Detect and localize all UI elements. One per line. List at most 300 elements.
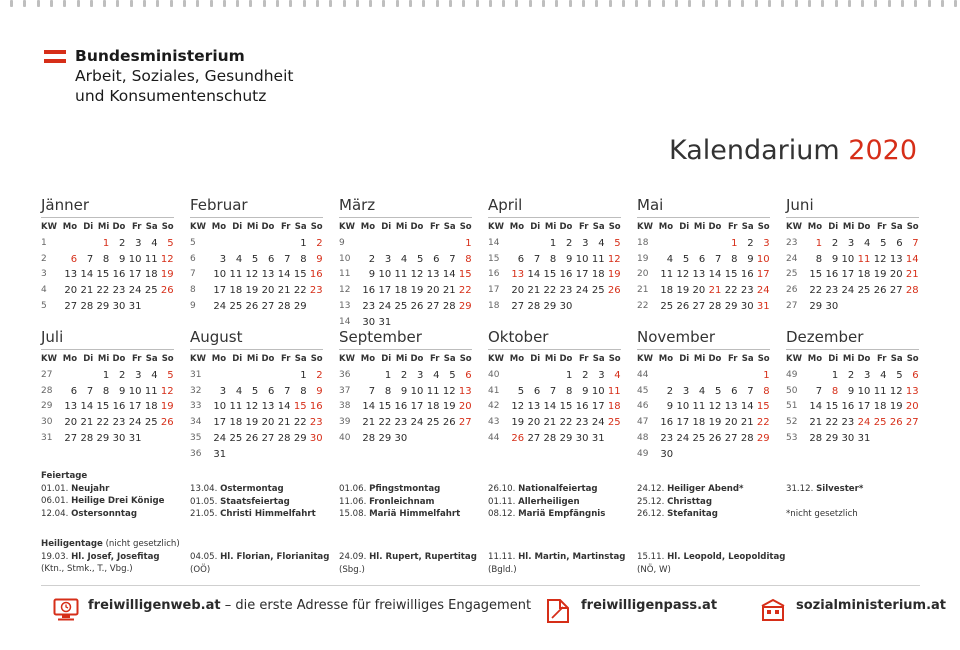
day-cell <box>158 431 174 447</box>
week-number: 30 <box>41 417 53 428</box>
weekday-header: So <box>608 354 621 364</box>
weekday-header: So <box>161 222 174 232</box>
holiday-name: Christtag <box>667 496 712 507</box>
spiral-ring <box>10 0 13 7</box>
day-cell: 11 <box>229 269 243 281</box>
day-cell: 3 <box>384 253 392 265</box>
week-number: 36 <box>190 448 202 459</box>
day-cell: 15 <box>293 401 307 413</box>
day-cell <box>210 236 226 252</box>
day-cell: 22 <box>756 417 770 429</box>
day-cell: 5 <box>682 253 690 265</box>
weekday-header: Di <box>679 354 690 364</box>
week-number: 24 <box>786 253 798 264</box>
holiday-name: Heiliger Abend* <box>667 484 744 494</box>
week-number: 51 <box>786 401 798 412</box>
holiday-entry <box>339 483 460 496</box>
day-cell: 3 <box>417 369 424 381</box>
day-cell: 13 <box>889 253 903 265</box>
day-cell: 12 <box>676 269 690 281</box>
weekday-header: Di <box>83 354 94 364</box>
day-cell: 1 <box>815 237 823 249</box>
day-cell <box>673 236 689 252</box>
day-cell: 30 <box>660 448 674 460</box>
holiday-date: 01.06. <box>339 484 367 494</box>
weekday-header: Sa <box>890 222 903 232</box>
weekday-header: Fr <box>132 354 142 364</box>
spiral-ring <box>77 0 80 7</box>
day-cell: 22 <box>825 417 839 429</box>
day-cell: 12 <box>607 253 621 265</box>
day-cell <box>375 236 391 252</box>
weekday-header: Fr <box>132 222 142 232</box>
day-cell: 23 <box>112 417 126 429</box>
day-cell: 26 <box>676 300 690 312</box>
day-cell <box>673 447 689 463</box>
day-cell: 24 <box>213 432 227 444</box>
footer-link-freiwilligenpass[interactable] <box>581 598 717 613</box>
day-cell: 17 <box>378 285 392 297</box>
day-cell: 1 <box>549 237 557 249</box>
day-cell: 19 <box>410 285 424 297</box>
day-cell: 19 <box>160 401 174 413</box>
spiral-ring <box>702 0 705 7</box>
day-cell: 2 <box>119 369 126 381</box>
week-number: 11 <box>339 269 351 280</box>
day-cell <box>903 299 919 315</box>
spiral-ring <box>555 0 558 7</box>
weekday-header: Mi <box>246 354 259 364</box>
day-cell: 2 <box>316 369 323 381</box>
day-cell: 20 <box>511 285 525 297</box>
week-number: 50 <box>786 385 798 396</box>
day-cell <box>77 368 93 384</box>
day-cell: 9 <box>747 253 754 265</box>
day-cell: 24 <box>213 300 227 312</box>
weekday-header: So <box>757 354 770 364</box>
spiral-ring <box>263 0 266 7</box>
saint-entry <box>488 551 625 564</box>
day-cell: 20 <box>905 401 919 413</box>
day-cell: 12 <box>442 385 456 397</box>
month-name: März <box>339 196 472 218</box>
day-cell: 15 <box>543 269 557 281</box>
weekday-header: KW <box>488 354 504 364</box>
weekday-header: Mi <box>97 354 110 364</box>
weekday-header: So <box>608 222 621 232</box>
holiday-date: 01.01. <box>41 483 69 494</box>
spiral-ring <box>874 0 877 7</box>
saint-name: Hl. Martin, Martinstag <box>518 552 626 562</box>
day-cell: 8 <box>300 385 307 397</box>
day-cell: 18 <box>144 401 158 413</box>
day-cell: 6 <box>70 253 78 265</box>
week-number: 45 <box>637 385 649 396</box>
day-cell: 4 <box>235 385 243 397</box>
month-name: Februar <box>190 196 323 218</box>
weekday-header: So <box>459 354 472 364</box>
weekday-header: Mo <box>509 354 525 364</box>
day-cell: 20 <box>692 285 706 297</box>
day-cell: 11 <box>873 385 887 397</box>
day-cell: 29 <box>293 432 307 444</box>
day-cell: 23 <box>575 417 589 429</box>
spiral-ring <box>515 0 518 7</box>
weekday-header: Fr <box>430 354 440 364</box>
day-cell: 23 <box>660 432 674 444</box>
day-cell <box>508 368 524 384</box>
day-cell: 26 <box>607 285 621 297</box>
week-number: 40 <box>339 432 351 443</box>
day-cell: 7 <box>284 385 291 397</box>
month-day-grid <box>637 220 770 315</box>
day-cell: 13 <box>426 269 440 281</box>
day-cell: 11 <box>591 253 605 265</box>
day-cell: 6 <box>433 253 440 265</box>
week-number: 46 <box>637 401 649 412</box>
spiral-ring <box>914 0 917 7</box>
day-cell: 25 <box>426 417 440 429</box>
day-cell: 24 <box>128 417 142 429</box>
day-cell: 10 <box>213 269 227 281</box>
weekday-header: Mi <box>395 222 408 232</box>
day-cell: 8 <box>815 253 823 265</box>
holiday-date: 25.12. <box>637 496 665 507</box>
week-number: 44 <box>488 432 500 443</box>
day-cell: 18 <box>144 269 158 281</box>
day-cell: 4 <box>400 253 408 265</box>
weekday-header: KW <box>637 222 653 232</box>
month-name: Oktober <box>488 328 621 350</box>
day-cell: 20 <box>458 401 472 413</box>
day-cell: 25 <box>144 285 158 297</box>
day-cell: 3 <box>219 253 227 265</box>
weekday-header: Mi <box>842 222 855 232</box>
day-cell: 19 <box>889 401 903 413</box>
day-cell: 2 <box>400 369 408 381</box>
day-cell <box>870 431 886 447</box>
weekday-header: Mo <box>211 354 227 364</box>
day-cell: 3 <box>864 369 871 381</box>
day-cell: 9 <box>400 385 408 397</box>
day-cell: 8 <box>566 385 573 397</box>
day-cell: 19 <box>160 269 174 281</box>
day-cell <box>158 299 174 315</box>
weekday-header: KW <box>190 354 206 364</box>
day-cell: 26 <box>245 300 259 312</box>
footer-link-sozialministerium[interactable] <box>796 598 946 613</box>
day-cell: 2 <box>368 253 376 265</box>
day-cell: 1 <box>384 369 392 381</box>
day-cell <box>886 431 902 447</box>
day-cell: 4 <box>880 369 887 381</box>
month-6 <box>786 196 919 315</box>
weekday-header: Fr <box>579 222 589 232</box>
spiral-ring <box>835 0 838 7</box>
saint-date: 24.09. <box>339 552 367 562</box>
day-cell: 25 <box>144 417 158 429</box>
day-cell: 31 <box>857 432 871 444</box>
day-cell: 25 <box>873 417 887 429</box>
day-cell: 4 <box>151 237 158 249</box>
day-cell <box>61 236 77 252</box>
month-name: September <box>339 328 472 350</box>
day-cell: 9 <box>831 253 839 265</box>
day-cell: 9 <box>316 385 323 397</box>
day-cell: 5 <box>880 237 887 249</box>
weekday-header: Sa <box>741 354 754 364</box>
saint-day <box>488 551 625 576</box>
week-number: 4 <box>41 285 47 296</box>
day-cell: 22 <box>378 417 392 429</box>
day-cell: 9 <box>666 401 674 413</box>
week-number: 37 <box>339 385 351 396</box>
day-cell <box>439 236 455 252</box>
holiday-name: Stefanitag <box>667 509 718 519</box>
day-cell <box>307 447 323 463</box>
week-number: 49 <box>786 369 798 380</box>
day-cell: 26 <box>873 285 887 297</box>
day-cell: 13 <box>64 401 78 413</box>
weekday-header: Di <box>530 222 541 232</box>
weekday-header: Sa <box>294 354 307 364</box>
day-cell: 9 <box>316 253 323 265</box>
month-12 <box>786 328 919 447</box>
month-day-grid <box>339 220 472 331</box>
saint-entry <box>190 551 329 564</box>
day-cell: 28 <box>80 432 94 444</box>
month-10 <box>488 328 621 447</box>
day-cell <box>226 236 242 252</box>
spiral-ring <box>728 0 731 7</box>
weekday-header: Mo <box>360 354 376 364</box>
day-cell: 12 <box>245 269 259 281</box>
day-cell: 5 <box>449 369 456 381</box>
day-cell: 27 <box>692 300 706 312</box>
week-number: 6 <box>190 253 196 264</box>
footer-link-freiwilligenweb[interactable] <box>88 598 531 613</box>
day-cell: 2 <box>747 237 754 249</box>
day-cell: 28 <box>809 432 823 444</box>
day-cell: 9 <box>847 385 855 397</box>
day-cell: 23 <box>309 417 323 429</box>
weekday-header: Mi <box>395 354 408 364</box>
weekday-header: Sa <box>443 354 456 364</box>
week-number: 52 <box>786 417 798 428</box>
day-cell <box>721 368 737 384</box>
holiday-column <box>637 483 744 521</box>
day-cell: 4 <box>614 369 621 381</box>
holiday-name: Staatsfeiertag <box>220 496 290 507</box>
day-cell: 10 <box>841 253 855 265</box>
weekday-header: Mo <box>807 222 823 232</box>
day-cell: 1 <box>102 369 110 381</box>
day-cell: 28 <box>442 300 456 312</box>
feiertage-title: Feiertage <box>41 471 88 481</box>
footer-tagline-1: – die erste Adresse für freiwilliges Engagement <box>220 598 532 613</box>
day-cell <box>657 368 673 384</box>
day-cell: 27 <box>261 432 275 444</box>
holiday-entry <box>41 483 165 496</box>
day-cell: 10 <box>213 401 227 413</box>
day-cell: 3 <box>763 237 770 249</box>
day-cell: 15 <box>825 401 839 413</box>
day-cell: 25 <box>229 432 243 444</box>
saint-region: (NÖ, W) <box>637 564 671 575</box>
day-cell: 16 <box>575 401 589 413</box>
weekday-header: Mi <box>246 222 259 232</box>
month-day-grid <box>339 352 472 447</box>
week-number: 16 <box>488 269 500 280</box>
spiral-ring <box>50 0 53 7</box>
weekday-header: Di <box>232 354 243 364</box>
day-cell: 11 <box>692 401 706 413</box>
day-cell: 21 <box>708 285 722 297</box>
day-cell <box>242 447 258 463</box>
saint-date: 11.11. <box>488 552 516 562</box>
month-7 <box>41 328 174 447</box>
weekday-header: Mo <box>211 222 227 232</box>
day-cell: 25 <box>394 300 408 312</box>
day-cell: 1 <box>831 369 839 381</box>
day-cell: 20 <box>261 417 275 429</box>
day-cell: 19 <box>708 417 722 429</box>
day-cell: 29 <box>378 432 392 444</box>
spiral-ring <box>808 0 811 7</box>
day-cell: 18 <box>873 401 887 413</box>
day-cell: 21 <box>277 417 291 429</box>
computer-icon <box>53 598 79 626</box>
day-cell <box>689 447 705 463</box>
month-9 <box>339 328 472 447</box>
week-number: 53 <box>786 432 798 443</box>
day-cell: 27 <box>889 285 903 297</box>
day-cell: 31 <box>128 300 142 312</box>
week-number: 9 <box>190 300 196 311</box>
day-cell: 29 <box>809 300 823 312</box>
day-cell: 10 <box>857 385 871 397</box>
spiral-ring <box>489 0 492 7</box>
title-text: Kalendarium <box>668 135 840 166</box>
day-cell: 28 <box>527 300 541 312</box>
week-number: 49 <box>637 448 649 459</box>
day-cell: 19 <box>511 417 525 429</box>
ministry-line-2: Arbeit, Soziales, Gesundheit <box>75 67 294 85</box>
day-cell: 11 <box>229 401 243 413</box>
holiday-date: 11.06. <box>339 496 367 507</box>
holiday-date: 01.05. <box>190 496 218 507</box>
day-cell: 27 <box>64 300 78 312</box>
day-cell: 18 <box>426 401 440 413</box>
month-day-grid <box>488 352 621 447</box>
weekday-header: So <box>906 354 919 364</box>
week-number: 3 <box>41 269 47 280</box>
day-cell: 13 <box>724 401 738 413</box>
day-cell <box>359 368 375 384</box>
day-cell: 28 <box>740 432 754 444</box>
day-cell: 6 <box>70 385 78 397</box>
spiral-ring <box>143 0 146 7</box>
weekday-header: Fr <box>877 222 887 232</box>
day-cell: 18 <box>394 285 408 297</box>
day-cell: 7 <box>284 253 291 265</box>
day-cell <box>903 431 919 447</box>
spiral-ring <box>861 0 864 7</box>
day-cell <box>705 236 721 252</box>
day-cell: 14 <box>277 269 291 281</box>
day-cell: 16 <box>841 401 855 413</box>
week-number: 31 <box>190 369 202 380</box>
day-cell: 23 <box>825 285 839 297</box>
day-cell <box>806 368 822 384</box>
day-cell: 28 <box>277 300 291 312</box>
day-cell: 31 <box>378 316 392 328</box>
day-cell: 29 <box>96 432 110 444</box>
day-cell: 20 <box>889 269 903 281</box>
day-cell: 12 <box>160 253 174 265</box>
month-name: Jänner <box>41 196 174 218</box>
spiral-ring <box>502 0 505 7</box>
month-day-grid <box>190 220 323 315</box>
day-cell: 14 <box>527 269 541 281</box>
day-cell: 9 <box>119 253 126 265</box>
day-cell: 15 <box>458 269 472 281</box>
weekday-header: Di <box>381 354 392 364</box>
day-cell: 13 <box>458 385 472 397</box>
weekday-header: Do <box>410 222 424 232</box>
day-cell: 1 <box>465 237 472 249</box>
spiral-ring <box>821 0 824 7</box>
day-cell: 29 <box>458 300 472 312</box>
weekday-header: Mo <box>62 354 78 364</box>
weekday-header: Di <box>828 222 839 232</box>
day-cell: 8 <box>102 385 110 397</box>
saint-day <box>41 538 180 576</box>
day-cell <box>605 299 621 315</box>
weekday-header: KW <box>190 222 206 232</box>
holiday-column <box>488 483 605 521</box>
holiday-date: 26.12. <box>637 509 665 519</box>
holiday-entry <box>339 496 460 509</box>
holiday-date: 26.10. <box>488 484 516 494</box>
saint-day <box>190 551 329 576</box>
month-3 <box>339 196 472 331</box>
footer-site-1: freiwilligenweb.at <box>88 598 221 613</box>
day-cell: 2 <box>582 369 589 381</box>
day-cell: 18 <box>660 285 674 297</box>
day-cell: 17 <box>213 417 227 429</box>
day-cell: 28 <box>543 432 557 444</box>
day-cell: 27 <box>527 432 541 444</box>
month-day-grid <box>786 220 919 315</box>
month-name: Juni <box>786 196 919 218</box>
day-cell: 6 <box>268 253 275 265</box>
week-number: 17 <box>488 285 500 296</box>
saint-region: (Bgld.) <box>488 564 517 575</box>
day-cell: 20 <box>527 417 541 429</box>
month-day-grid <box>786 352 919 447</box>
holiday-name: Ostermontag <box>220 484 284 494</box>
holiday-entry <box>488 508 605 521</box>
day-cell: 14 <box>362 401 376 413</box>
saint-name: Hl. Rupert, Rupertitag <box>369 552 477 562</box>
day-cell: 17 <box>857 401 871 413</box>
holiday-name: Mariä Himmelfahrt <box>369 509 461 519</box>
day-cell: 26 <box>708 432 722 444</box>
day-cell: 21 <box>809 417 823 429</box>
day-cell: 24 <box>378 300 392 312</box>
day-cell: 30 <box>575 432 589 444</box>
